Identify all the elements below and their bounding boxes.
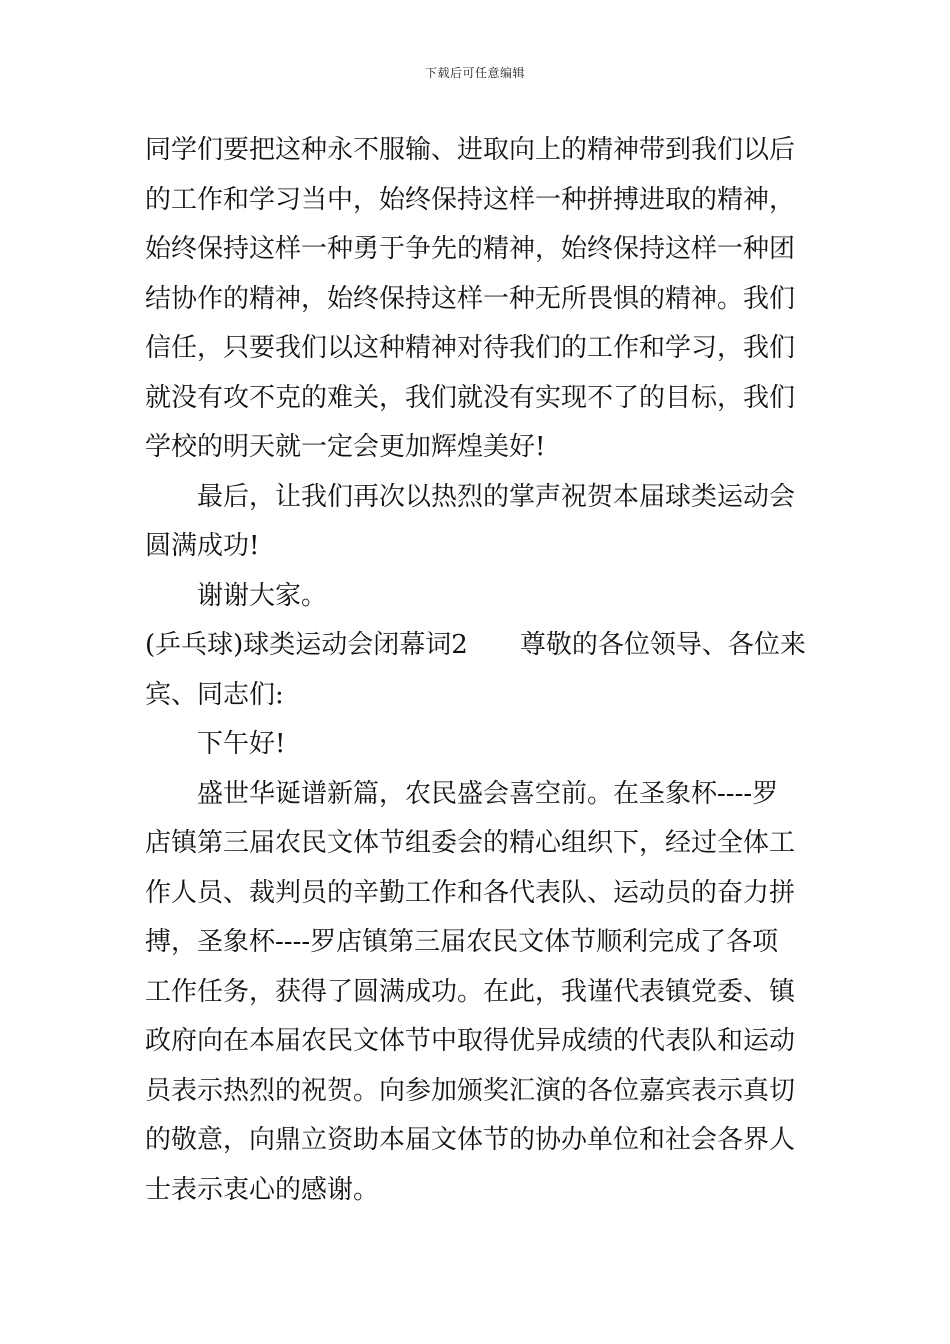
body-line: 士表示衷心的感谢。 [145, 1174, 380, 1205]
body-line: 的工作和学习当中，始终保持这样一种拼搏进取的精神， [145, 184, 796, 215]
body-line: 店镇第三届农民文体节组委会的精心组织下，经过全体工 [145, 828, 796, 858]
body-line: 工作任务，获得了圆满成功。在此，我谨代表镇党委、镇 [145, 976, 796, 1007]
page-header-note: 下载后可任意编辑 [424, 66, 525, 80]
body-line: 圆满成功! [145, 531, 260, 561]
body-line: 宾、同志们: [145, 679, 284, 710]
body-line: 始终保持这样一种勇于争先的精神，始终保持这样一种团 [145, 234, 796, 264]
body-line: 的敬意，向鼎立资助本届文体节的协办单位和社会各界人 [145, 1125, 796, 1155]
body-line: 信任，只要我们以这种精神对待我们的工作和学习，我们 [145, 333, 796, 363]
body-line: 搏，圣象杯----罗店镇第三届农民文体节顺利完成了各项 [145, 927, 779, 957]
body-line: 盛世华诞谱新篇，农民盛会喜空前。在圣象杯----罗 [197, 778, 779, 809]
body-line: 同学们要把这种永不服输、进取向上的精神带到我们以后 [145, 135, 796, 165]
body-line: 谢谢大家。 [197, 580, 328, 611]
body-line: 政府向在本届农民文体节中取得优异成绩的代表队和运动 [145, 1026, 796, 1056]
body-line: 结协作的精神，始终保持这样一种无所畏惧的精神。我们 [145, 283, 796, 314]
document-body [145, 126, 810, 1215]
body-line: 就没有攻不克的难关，我们就没有实现不了的目标，我们 [145, 382, 796, 413]
body-line: 最后，让我们再次以热烈的掌声祝贺本届球类运动会 [197, 481, 796, 512]
section-title-line: (乒乓球)球类运动会闭幕词2 尊敬的各位领导、各位来 [145, 630, 806, 660]
body-line: 学校的明天就一定会更加辉煌美好! [145, 432, 546, 462]
body-line: 作人员、裁判员的辛勤工作和各代表队、运动员的奋力拼 [145, 877, 796, 908]
body-line: 员表示热烈的祝贺。向参加颁奖汇演的各位嘉宾表示真切 [145, 1075, 796, 1106]
body-line: 下午好! [197, 729, 286, 759]
